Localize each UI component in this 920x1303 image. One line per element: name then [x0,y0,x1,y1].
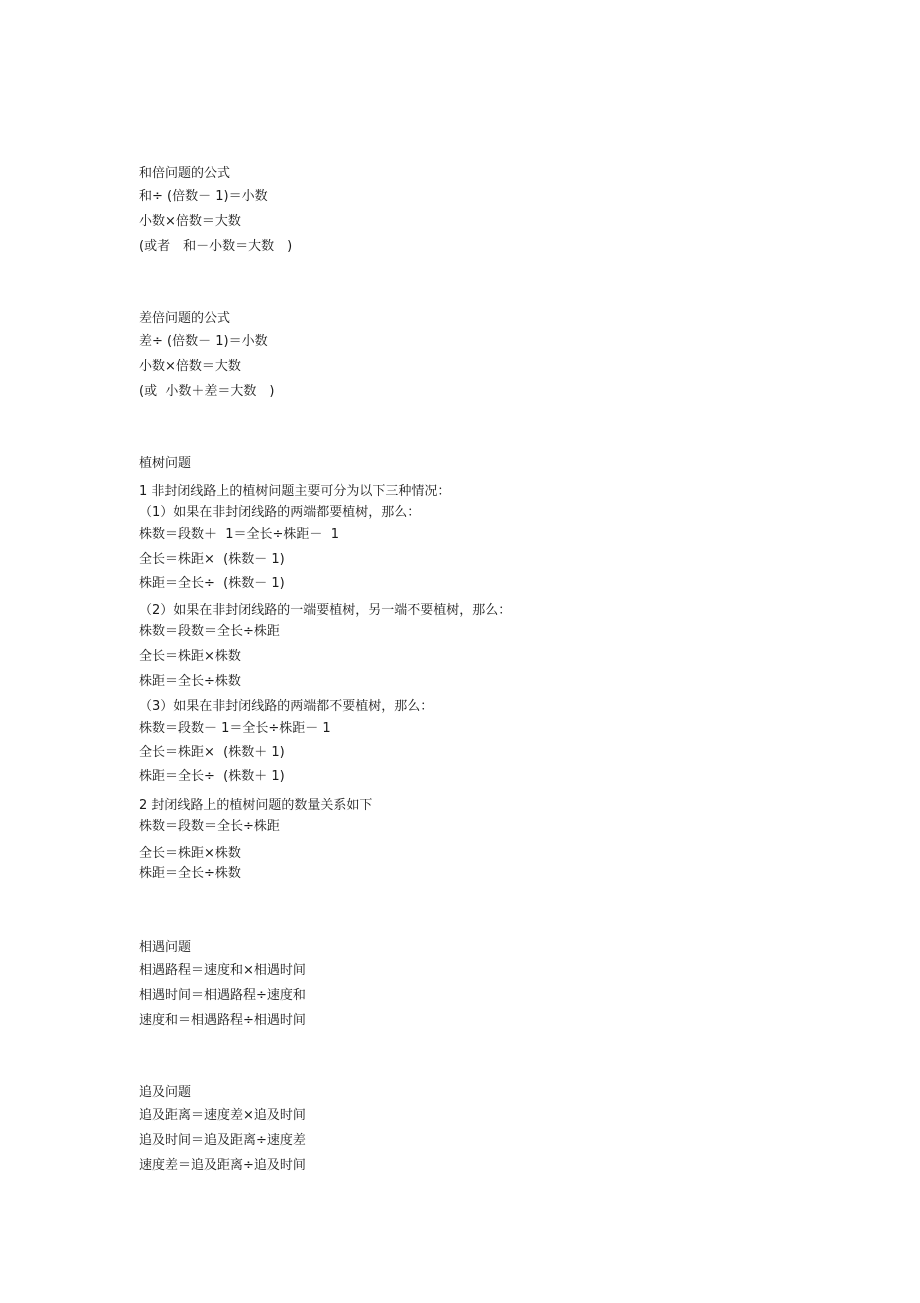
formula-line: 株数＝段数＝全长÷株距 [139,819,280,834]
section-heading-difference-multiple: 差倍问题的公式 [139,311,231,326]
formula-line: 追及距离＝速度差×追及时间 [139,1108,306,1123]
formula-line: 相遇时间＝相遇路程÷速度和 [139,988,306,1003]
formula-line: 相遇路程＝速度和×相遇时间 [139,963,306,978]
formula-line: 1 非封闭线路上的植树问题主要可分为以下三种情况： [139,484,451,499]
formula-line: 株距＝全长÷株数 [139,674,241,689]
formula-line: 全长＝株距×株数 [139,649,241,664]
formula-line: 和÷ (倍数－ 1)＝小数 [139,189,268,204]
formula-line: 差÷ (倍数－ 1)＝小数 [139,334,268,349]
section-heading-tree-planting: 植树问题 [139,456,192,471]
formula-line: （3）如果在非封闭线路的两端都不要植树，那么： [139,699,434,714]
formula-line: 株距＝全长÷ (株数＋ 1) [139,769,285,784]
formula-line: 全长＝株距× (株数－ 1) [139,552,285,567]
formula-line: （1）如果在非封闭线路的两端都要植树，那么： [139,505,421,520]
formula-line: (或 小数＋差＝大数 ) [139,384,275,399]
formula-line: 株数＝段数＋ 1＝全长÷株距－ 1 [139,527,339,542]
formula-line: 全长＝株距×株数 [139,846,241,861]
formula-line: 小数×倍数＝大数 [139,359,241,374]
formula-line: 株距＝全长÷株数 [139,866,241,881]
section-heading-sum-multiple: 和倍问题的公式 [139,166,231,181]
formula-line: 追及时间＝追及距离÷速度差 [139,1133,306,1148]
formula-line: 速度和＝相遇路程÷相遇时间 [139,1013,306,1028]
section-heading-pursuit: 追及问题 [139,1085,192,1100]
section-heading-meeting: 相遇问题 [139,940,192,955]
formula-line: 小数×倍数＝大数 [139,214,241,229]
formula-line: 株数＝段数－ 1＝全长÷株距－ 1 [139,721,331,736]
formula-line: 2 封闭线路上的植树问题的数量关系如下 [139,798,373,813]
formula-line: 株数＝段数＝全长÷株距 [139,624,280,639]
formula-line: 速度差＝追及距离÷追及时间 [139,1158,306,1173]
formula-line: (或者 和－小数＝大数 ) [139,239,293,254]
formula-line: 株距＝全长÷ (株数－ 1) [139,576,285,591]
formula-line: （2）如果在非封闭线路的一端要植树，另一端不要植树，那么： [139,603,512,618]
formula-line: 全长＝株距× (株数＋ 1) [139,745,285,760]
